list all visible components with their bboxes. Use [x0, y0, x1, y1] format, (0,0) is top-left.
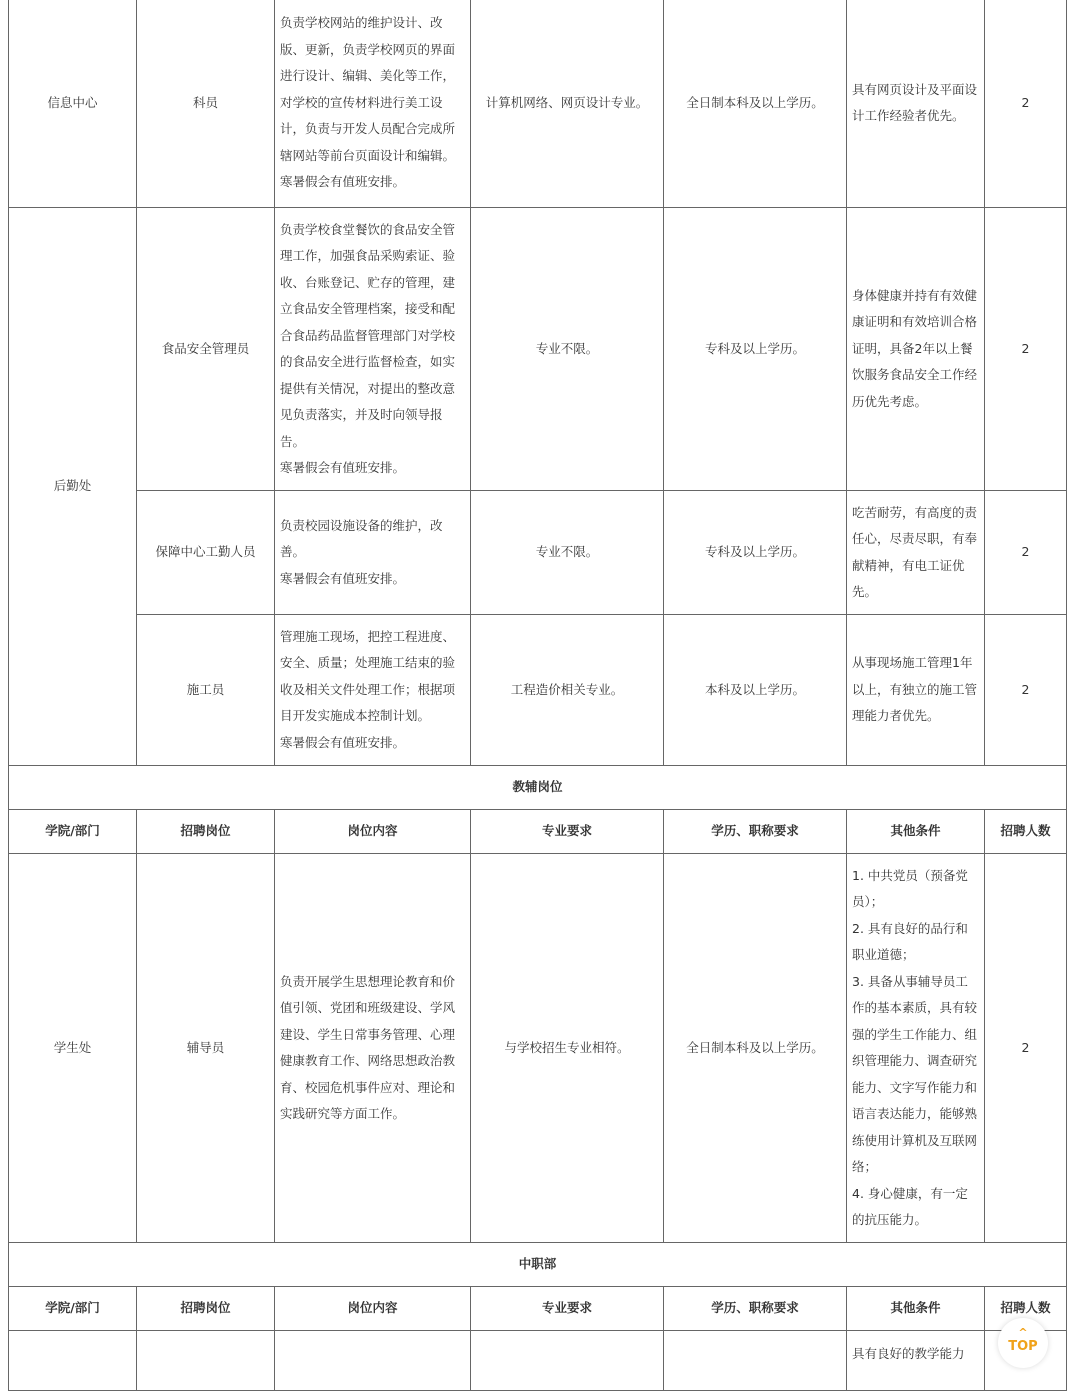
section-title: 教辅岗位 [9, 766, 1067, 810]
content-cell [275, 1331, 471, 1391]
position-cell: 辅导员 [137, 854, 275, 1243]
header-other: 其他条件 [847, 1287, 985, 1331]
header-row [9, 1287, 1067, 1331]
dept-cell: 学生处 [9, 854, 137, 1243]
recruitment-table [8, 0, 1067, 1391]
header-dept: 学院/部门 [9, 1287, 137, 1331]
header-row [9, 810, 1067, 854]
header-count: 招聘人数 [985, 1287, 1067, 1331]
content-cell: 负责学校网站的维护设计、改版、更新，负责学校网页的界面进行设计、编辑、美化等工作，对学校的宣传材料进行美工设计，负责与开发人员配合完成所辖网站等前台页面设计和编辑。 寒暑假会有值班安排。 [275, 0, 471, 208]
chevron-up-icon: ^ [1018, 1326, 1028, 1339]
other-cell: 从事现场施工管理1年以上，有独立的施工管理能力者优先。 [847, 615, 985, 766]
other-cell: 吃苦耐劳，有高度的责任心，尽责尽职，有奉献精神，有电工证优先。 [847, 491, 985, 615]
section-row [9, 766, 1067, 810]
header-education: 学历、职称要求 [664, 810, 847, 854]
count-cell: 2 [985, 0, 1067, 208]
back-to-top-button[interactable] [998, 1318, 1048, 1368]
count-cell: 2 [985, 615, 1067, 766]
table-row [9, 615, 1067, 766]
top-label: TOP [1008, 1339, 1038, 1354]
section-row [9, 1243, 1067, 1287]
table-row [9, 0, 1067, 208]
header-dept: 学院/部门 [9, 810, 137, 854]
header-content: 岗位内容 [275, 810, 471, 854]
header-major: 专业要求 [471, 1287, 664, 1331]
major-cell: 工程造价相关专业。 [471, 615, 664, 766]
header-content: 岗位内容 [275, 1287, 471, 1331]
position-cell: 保障中心工勤人员 [137, 491, 275, 615]
other-cell: 1. 中共党员（预备党员）； 2. 具有良好的品行和职业道德； 3. 具备从事辅导员工作的基本素质，具有较强的学生工作能力、组织管理能力、调查研究能力、文字写作能力和语言表达能力，能够熟练使用计算机及互联网络； 4. 身心健康，有一定的抗压能力。 [847, 854, 985, 1243]
education-cell: 全日制本科及以上学历。 [664, 0, 847, 208]
education-cell: 本科及以上学历。 [664, 615, 847, 766]
header-education: 学历、职称要求 [664, 1287, 847, 1331]
major-cell [471, 1331, 664, 1391]
position-cell: 科员 [137, 0, 275, 208]
other-cell: 具有网页设计及平面设计工作经验者优先。 [847, 0, 985, 208]
header-position: 招聘岗位 [137, 1287, 275, 1331]
header-major: 专业要求 [471, 810, 664, 854]
dept-cell: 后勤处 [9, 208, 137, 766]
education-cell: 专科及以上学历。 [664, 208, 847, 491]
major-cell: 专业不限。 [471, 491, 664, 615]
position-cell [137, 1331, 275, 1391]
education-cell: 专科及以上学历。 [664, 491, 847, 615]
education-cell: 全日制本科及以上学历。 [664, 854, 847, 1243]
education-cell [664, 1331, 847, 1391]
major-cell: 专业不限。 [471, 208, 664, 491]
table-row [9, 854, 1067, 1243]
table-row [9, 1331, 1067, 1391]
header-other: 其他条件 [847, 810, 985, 854]
content-cell: 管理施工现场，把控工程进度、安全、质量；处理施工结束的验收及相关文件处理工作；根据项目开发实施成本控制计划。 寒暑假会有值班安排。 [275, 615, 471, 766]
other-cell: 身体健康并持有有效健康证明和有效培训合格证明，具备2年以上餐饮服务食品安全工作经历优先考虑。 [847, 208, 985, 491]
table-row [9, 208, 1067, 491]
other-cell: 具有良好的教学能力 [847, 1331, 985, 1391]
count-cell: 2 [985, 491, 1067, 615]
major-cell: 计算机网络、网页设计专业。 [471, 0, 664, 208]
section-title: 中职部 [9, 1243, 1067, 1287]
content-cell: 负责校园设施设备的维护，改善。 寒暑假会有值班安排。 [275, 491, 471, 615]
header-position: 招聘岗位 [137, 810, 275, 854]
dept-cell: 信息中心 [9, 0, 137, 208]
count-cell: 2 [985, 854, 1067, 1243]
header-count: 招聘人数 [985, 810, 1067, 854]
dept-cell [9, 1331, 137, 1391]
content-cell: 负责学校食堂餐饮的食品安全管理工作，加强食品采购索证、验收、台账登记、贮存的管理，建立食品安全管理档案，接受和配合食品药品监督管理部门对学校的食品安全进行监督检查，如实提供有关情况，对提出的整改意见负责落实，并及时向领导报告。 寒暑假会有值班安排。 [275, 208, 471, 491]
table-row [9, 491, 1067, 615]
position-cell: 食品安全管理员 [137, 208, 275, 491]
count-cell: 2 [985, 208, 1067, 491]
position-cell: 施工员 [137, 615, 275, 766]
content-cell: 负责开展学生思想理论教育和价值引领、党团和班级建设、学风建设、学生日常事务管理、心理健康教育工作、网络思想政治教育、校园危机事件应对、理论和实践研究等方面工作。 [275, 854, 471, 1243]
major-cell: 与学校招生专业相符。 [471, 854, 664, 1243]
